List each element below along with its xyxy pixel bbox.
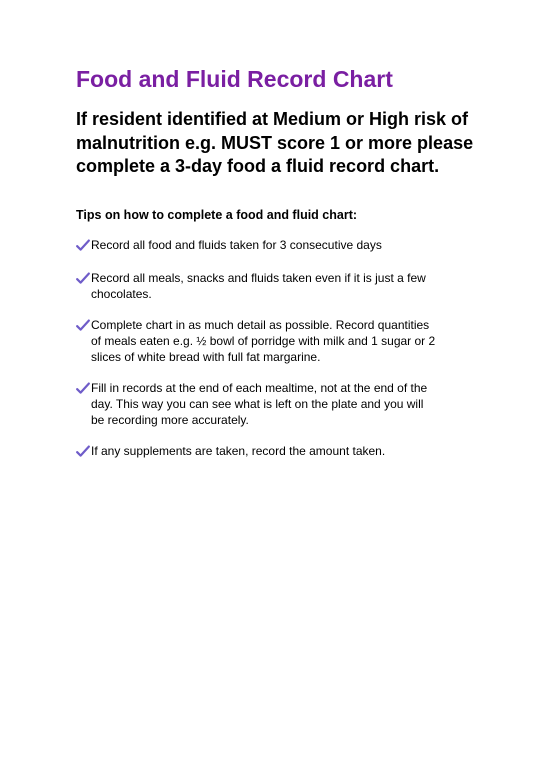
page-title: Food and Fluid Record Chart	[76, 66, 393, 92]
checkmark-icon	[76, 239, 90, 252]
tip-text: Record all meals, snacks and fluids taken even if it is just a few chocolates.	[91, 271, 426, 301]
tip-item	[76, 318, 476, 365]
tip-item	[76, 238, 476, 254]
tip-text: Fill in records at the end of each mealtime, not at the end of the day. This way you can see what is left on the plate and you will be recording more accurately.	[91, 381, 428, 427]
tip-text: If any supplements are taken, record the amount taken.	[91, 444, 386, 458]
tip-text: Record all food and fluids taken for 3 consecutive days	[91, 238, 382, 252]
checkmark-icon	[76, 272, 90, 285]
checkmark-icon	[76, 319, 90, 332]
tip-item	[76, 271, 476, 303]
checkmark-icon	[76, 445, 90, 458]
checkmark-icon	[76, 382, 90, 395]
tip-text: Complete chart in as much detail as possible. Record quantities of meals eaten e.g. ½ bowl of porridge with milk and 1 sugar or 2 slices of white bread with full fat margarine.	[91, 318, 436, 364]
tip-item	[76, 381, 476, 428]
page-subtitle: If resident identified at Medium or High risk of malnutrition e.g. MUST score 1 or more please complete a 3-day food a fluid record chart.	[76, 109, 474, 176]
tips-heading: Tips on how to complete a food and fluid chart:	[76, 208, 358, 222]
tip-item	[76, 444, 476, 460]
